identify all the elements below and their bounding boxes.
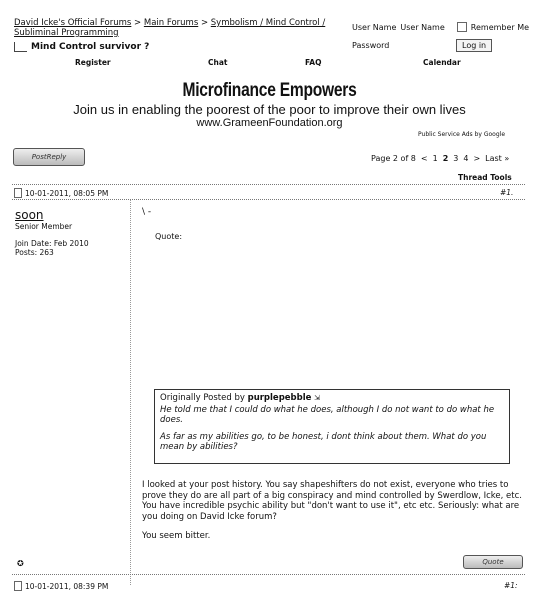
quote-line: He told me that I could do what he does, although I do not want to do what he does. — [160, 404, 495, 425]
view-post-icon[interactable]: ⇲ — [314, 394, 320, 402]
next-post-date: 10-01-2011, 08:39 PM — [25, 581, 109, 591]
username-input[interactable]: User Name — [400, 22, 445, 32]
post-column-divider — [130, 200, 131, 585]
quote-button[interactable]: Quote — [463, 555, 523, 569]
next-post-header — [14, 581, 108, 591]
post-mark: \ - — [142, 207, 152, 217]
ad-title[interactable]: Microfinance Empowers — [182, 80, 357, 101]
ad-subtitle: Join us in enabling the poorest of the poor to improve their own lives — [73, 102, 466, 117]
breadcrumb-separator: > — [134, 18, 142, 28]
quote-author: purplepebble — [247, 393, 312, 403]
post-body — [142, 480, 522, 551]
tree-branch-icon — [14, 42, 27, 52]
pager-last[interactable]: Last » — [485, 154, 510, 163]
nav-calendar[interactable]: Calendar — [423, 58, 461, 67]
breadcrumb-link-forums[interactable]: David Icke's Official Forums — [14, 18, 132, 28]
pager-page-3[interactable]: 3 — [453, 154, 459, 163]
post-reply-button[interactable]: PostReply — [13, 148, 85, 166]
quote-label: Quote: — [155, 232, 183, 241]
login-button[interactable]: Log in — [456, 39, 492, 52]
pager-prev[interactable]: < — [420, 154, 428, 163]
breadcrumb-link-main-forums[interactable]: Main Forums — [143, 18, 199, 28]
post-status-icon: ✪ — [17, 559, 24, 568]
pager-label: Page 2 of 8 — [371, 154, 416, 163]
thread-title-row — [14, 42, 149, 52]
quote-attribution — [160, 393, 504, 404]
quote-box — [154, 389, 510, 464]
ad-attribution[interactable]: Public Service Ads by Google — [418, 131, 506, 138]
breadcrumb — [14, 18, 349, 38]
breadcrumb-separator: > — [200, 18, 209, 28]
post-number[interactable]: #1. — [500, 188, 514, 197]
user-post-count: Posts: 263 — [15, 248, 54, 257]
user-title: Senior Member — [15, 222, 73, 231]
username-label: User Name — [352, 22, 397, 32]
post-date: 10-01-2011, 08:05 PM — [25, 188, 109, 198]
divider — [12, 184, 525, 185]
post-paragraph: You seem bitter. — [142, 531, 211, 541]
user-join-date: Join Date: Feb 2010 — [15, 239, 89, 248]
pager-page-1[interactable]: 1 — [432, 154, 438, 163]
nav-register[interactable]: Register — [75, 58, 111, 67]
quote-by-prefix: Originally Posted by — [160, 393, 245, 403]
pagination — [371, 154, 509, 163]
remember-me-checkbox[interactable] — [457, 22, 467, 32]
navbar — [0, 58, 539, 70]
login-form — [352, 22, 529, 59]
thread-tools-menu[interactable]: Thread Tools — [458, 173, 512, 182]
thread-title: Mind Control survivor ? — [31, 42, 150, 52]
ad-url[interactable]: www.GrameenFoundation.org — [196, 117, 343, 129]
password-label: Password — [352, 41, 390, 50]
breadcrumb-link-symbolism[interactable]: Symbolism / Mind Control / Subliminal Programming — [14, 18, 326, 38]
post-document-icon — [14, 188, 22, 198]
divider — [12, 574, 525, 575]
next-post-number[interactable]: #1: — [504, 581, 518, 590]
nav-chat[interactable]: Chat — [208, 58, 228, 67]
nav-faq[interactable]: FAQ — [305, 58, 322, 67]
post-header — [14, 188, 108, 198]
pager-page-2: 2 — [442, 154, 449, 163]
post-document-icon — [14, 581, 22, 591]
remember-me-label: Remember Me — [470, 22, 530, 32]
pager-page-4[interactable]: 4 — [463, 154, 469, 163]
divider — [12, 199, 525, 200]
post-username[interactable]: soon — [15, 208, 44, 222]
pager-next[interactable]: > — [473, 154, 481, 163]
post-paragraph: I looked at your post history. You say shapeshifters do not exist, everyone who tries to prove they do are all part of a big conspiracy and mind controlled by Swerdlow, Icke, etc. You have incredible psychic ability but "don't want to use it", etc etc. Seriously: what are you doing on David Icke forum? — [142, 480, 522, 522]
quote-line: As far as my abilities go, to be honest, i dont think about them. What do you mean by abilities? — [160, 431, 487, 452]
